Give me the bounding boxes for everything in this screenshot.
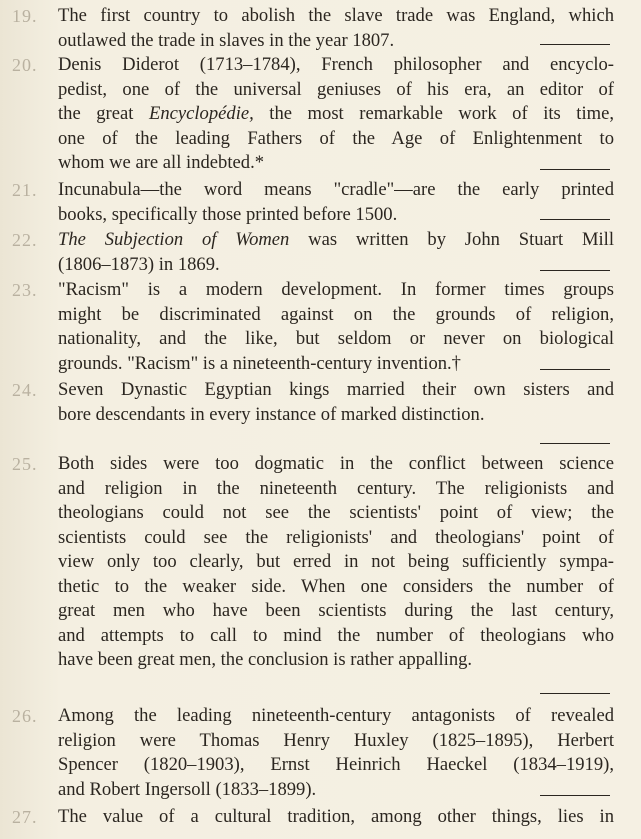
text-line: and attempts to call to mind the number of theologians who [58, 624, 614, 646]
answer-blank [540, 44, 610, 45]
text-line: books, specifically those printed before 1500. [58, 203, 398, 225]
item-number: 24. [12, 380, 38, 400]
text-line: whom we are all indebted.* [58, 152, 265, 173]
item-text [58, 4, 614, 53]
text-line: nationality, and the like, but seldom or never on biological [58, 328, 614, 349]
encyclopedie-title: Encyclopédie, [148, 103, 254, 124]
item-number: 23. [12, 280, 38, 300]
item-text [58, 53, 614, 176]
item-number: 22. [12, 230, 38, 250]
text-line: pedist, one of the universal geniuses of his era, an editor of [58, 78, 614, 100]
item-number: 21. [12, 180, 38, 200]
text-line: Both sides were too dogmatic in the conflict between science [58, 453, 614, 474]
item-text [58, 452, 614, 673]
text-line: thetic to the weaker side. When one considers the number of [58, 575, 614, 597]
item-number: 19. [12, 6, 38, 26]
text-line: bore descendants in every instance of marked distinction. [58, 403, 485, 425]
text-segment: the most remarkable work of its time, [253, 103, 614, 124]
text-line: Denis Diderot (1713–1784), French philosopher and encyclo- [58, 54, 614, 75]
answer-blank [540, 270, 610, 271]
item-number: 26. [12, 706, 38, 726]
item-text [58, 278, 614, 376]
text-line: "Racism" is a modern development. In former times groups [58, 279, 614, 300]
text-line: religion were Thomas Henry Huxley (1825–1895), Herbert [58, 729, 614, 751]
answer-blank [540, 693, 610, 694]
text-line: one of the leading Fathers of the Age of Enlightenment to [58, 127, 614, 149]
item-text [58, 228, 614, 277]
answer-blank [540, 795, 610, 796]
answer-blank [540, 369, 610, 370]
text-line: theologians could not see the scientists' point of view; the [58, 502, 614, 523]
text-line: (1806–1873) in 1869. [58, 253, 220, 275]
item-text [58, 378, 614, 427]
text-line: The first country to abolish the slave trade was England, which [58, 5, 614, 26]
text-line: Among the leading nineteenth-century antagonists of revealed [58, 705, 614, 726]
text-line: have been great men, the conclusion is rather appalling. [58, 649, 473, 670]
text-line: grounds. "Racism" is a nineteenth-century invention.† [58, 352, 461, 374]
text-line: great men who have been scientists during the last century, [58, 600, 614, 621]
item-text [58, 805, 614, 830]
book-title: The Subjection of Women [58, 229, 290, 250]
text-line: Incunabula—the word means "cradle"—are the early printed [58, 179, 614, 200]
text-line [58, 102, 614, 127]
item-number: 27. [12, 807, 38, 827]
text-line: outlawed the trade in slaves in the year 1807. [58, 29, 395, 51]
item-number: 20. [12, 55, 38, 75]
text-line: Seven Dynastic Egyptian kings married their own sisters and [58, 379, 614, 400]
text-line [58, 228, 614, 253]
answer-blank [540, 443, 610, 444]
item-text [58, 178, 614, 227]
text-line: and Robert Ingersoll (1833–1899). [58, 778, 317, 800]
text-segment: the great [58, 103, 149, 124]
text-line: scientists could see the religionists' and theologians' point of [58, 526, 614, 548]
answer-blank [540, 219, 610, 220]
text-line: The value of a cultural tradition, among other things, lies in [58, 806, 614, 827]
text-line: view only too clearly, but erred in not being sufficiently sympa- [58, 551, 614, 572]
item-number: 25. [12, 454, 38, 474]
text-segment: was written by John Stuart Mill [289, 229, 615, 250]
text-line: and religion in the nineteenth century. The religionists and [58, 477, 614, 499]
answer-blank [540, 169, 610, 170]
text-line: might be discriminated against on the grounds of religion, [58, 303, 614, 325]
item-text [58, 704, 614, 802]
text-line: Spencer (1820–1903), Ernst Heinrich Haeckel (1834–1919), [58, 754, 614, 775]
